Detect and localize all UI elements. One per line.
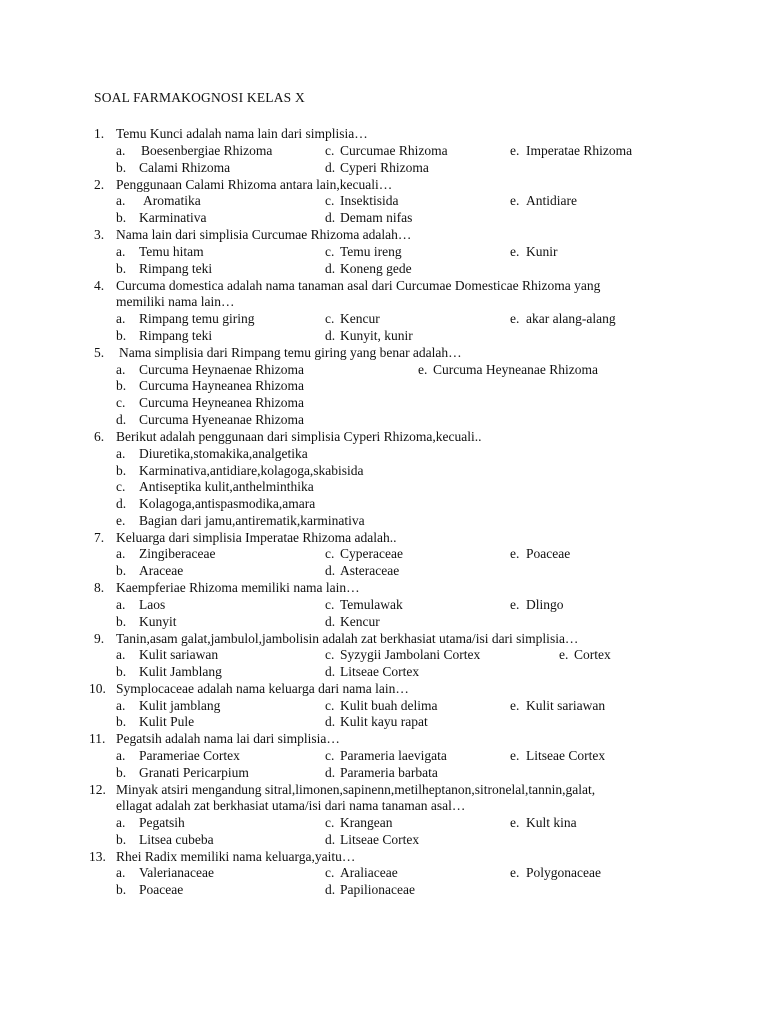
option-letter: a. — [116, 311, 126, 326]
option-text: d. — [325, 714, 336, 729]
option-text: e. — [418, 362, 428, 377]
option-text: Temu ireng — [340, 244, 402, 259]
option-text: Kencur — [340, 614, 380, 629]
option-text: e. — [559, 647, 569, 662]
option-text: Asteraceae — [340, 563, 400, 578]
option-letter: b. — [116, 378, 127, 393]
option-text: Litsea cubeba — [139, 832, 214, 847]
option-text: Parameriae Cortex — [139, 748, 240, 763]
option-text: c. — [325, 546, 335, 561]
option-text: Cyperi Rhizoma — [340, 160, 429, 175]
option-text: Poaceae — [139, 882, 184, 897]
option-text: d. — [325, 261, 336, 276]
option-text: d. — [325, 210, 336, 225]
option-text: e. — [510, 193, 520, 208]
option-text: Zingiberaceae — [139, 546, 216, 561]
option-text: Curcuma Heynaenae Rhizoma — [139, 362, 304, 377]
option-text: Insektisida — [340, 193, 399, 208]
question-number: 3. — [94, 227, 105, 242]
option-letter: a. — [116, 446, 126, 461]
question-number: 5. — [94, 345, 105, 360]
option-text: Kulit Jamblang — [139, 664, 222, 679]
option-text: Kulit sariawan — [139, 647, 219, 662]
option-text: e. — [510, 597, 520, 612]
option-text: Rimpang temu giring — [139, 311, 255, 326]
option-text: d. — [325, 765, 336, 780]
option-text: e. — [510, 698, 520, 713]
option-text: d. — [325, 563, 336, 578]
option-letter: a. — [116, 597, 126, 612]
option-text: Dlingo — [526, 597, 564, 612]
question-number: 13. — [89, 849, 106, 864]
option-text: Antiseptika kulit,anthelminthika — [139, 479, 314, 494]
option-text: c. — [325, 865, 335, 880]
option-text: c. — [325, 143, 335, 158]
question-number: 12. — [89, 782, 106, 797]
option-letter: a. — [116, 362, 126, 377]
option-text: Kencur — [340, 311, 380, 326]
option-letter: b. — [116, 463, 127, 478]
option-letter: a. — [116, 815, 126, 830]
option-text: Kolagoga,antispasmodika,amara — [139, 496, 316, 511]
option-text: Curcuma Hayneanea Rhizoma — [139, 378, 304, 393]
option-letter: b. — [116, 882, 127, 897]
option-letter: a. — [116, 865, 126, 880]
option-text: Litseae Cortex — [526, 748, 606, 763]
question-number: 2. — [94, 177, 105, 192]
option-letter: a. — [116, 143, 126, 158]
option-text: Cortex — [574, 647, 611, 662]
option-letter: b. — [116, 832, 127, 847]
option-text: Kult kina — [526, 815, 577, 830]
option-text: Cyperaceae — [340, 546, 403, 561]
question-text: Rhei Radix memiliki nama keluarga,yaitu… — [116, 849, 356, 864]
option-text: c. — [325, 698, 335, 713]
option-text: Kunir — [526, 244, 558, 259]
option-letter: d. — [116, 496, 127, 511]
option-text: Imperatae Rhizoma — [526, 143, 633, 158]
option-letter: a. — [116, 647, 126, 662]
option-text: Valerianaceae — [139, 865, 214, 880]
option-text: Syzygii Jambolani Cortex — [340, 647, 481, 662]
option-text: Araliaceae — [340, 865, 398, 880]
option-text: Kulit Pule — [139, 714, 195, 729]
option-text: Boesenbergiae Rhizoma — [141, 143, 273, 158]
question-text: Minyak atsiri mengandung sitral,limonen,sapinenn,metilheptanon,sitronelal,tannin,galat, — [116, 782, 596, 797]
option-text: e. — [510, 815, 520, 830]
option-letter: c. — [116, 395, 126, 410]
option-letter: c. — [116, 479, 126, 494]
option-text: d. — [325, 160, 336, 175]
option-text: Laos — [139, 597, 166, 612]
option-text: Antidiare — [526, 193, 577, 208]
option-text: Granati Pericarpium — [139, 765, 249, 780]
option-text: Curcuma Heyneanea Rhizoma — [139, 395, 304, 410]
question-number: 4. — [94, 278, 105, 293]
option-text: e. — [510, 244, 520, 259]
question-number: 8. — [94, 580, 105, 595]
option-text: c. — [325, 815, 335, 830]
option-text: e. — [510, 311, 520, 326]
option-text: e. — [510, 143, 520, 158]
option-text: Polygonaceae — [526, 865, 601, 880]
option-text: Litseae Cortex — [340, 664, 420, 679]
option-text: c. — [325, 647, 335, 662]
option-letter: b. — [116, 563, 127, 578]
option-text: Krangean — [340, 815, 393, 830]
option-text: Parameria laevigata — [340, 748, 447, 763]
option-text: Curcuma Hyeneanae Rhizoma — [139, 412, 304, 427]
question-number: 9. — [94, 631, 105, 646]
option-text: Poaceae — [526, 546, 571, 561]
option-letter: b. — [116, 210, 127, 225]
option-letter: b. — [116, 261, 127, 276]
option-letter: e. — [116, 513, 126, 528]
option-text: Kulit sariawan — [526, 698, 606, 713]
option-text: Aromatika — [143, 193, 201, 208]
option-letter: d. — [116, 412, 127, 427]
option-text: Temulawak — [340, 597, 403, 612]
option-text: d. — [325, 664, 336, 679]
option-text: akar alang-alang — [526, 311, 616, 326]
option-text: Calami Rhizoma — [139, 160, 231, 175]
option-letter: b. — [116, 328, 127, 343]
option-text: Rimpang teki — [139, 261, 213, 276]
option-text: Karminativa,antidiare,kolagoga,skabisida — [139, 463, 364, 478]
option-text: Diuretika,stomakika,analgetika — [139, 446, 308, 461]
option-letter: a. — [116, 748, 126, 763]
option-text: c. — [325, 748, 335, 763]
option-text: Kunyit, kunir — [340, 328, 413, 343]
option-text: e. — [510, 748, 520, 763]
option-letter: a. — [116, 244, 126, 259]
option-text: Koneng gede — [340, 261, 412, 276]
option-text: c. — [325, 311, 335, 326]
option-text: Temu hitam — [139, 244, 204, 259]
question-text-continued: ellagat adalah zat berkhasiat utama/isi dari nama tanaman asal… — [116, 798, 466, 813]
option-letter: b. — [116, 765, 127, 780]
option-text: Pegatsih — [139, 815, 185, 830]
question-text: Curcuma domestica adalah nama tanaman asal dari Curcumae Domesticae Rhizoma yang — [116, 278, 601, 293]
question-number: 7. — [94, 530, 105, 545]
option-text: Litseae Cortex — [340, 832, 420, 847]
option-text: Kulit buah delima — [340, 698, 438, 713]
option-text: e. — [510, 865, 520, 880]
option-text: Bagian dari jamu,antirematik,karminativa — [139, 513, 365, 528]
option-text: e. — [510, 546, 520, 561]
option-text: Curcumae Rhizoma — [340, 143, 448, 158]
option-text: d. — [325, 832, 336, 847]
option-text: c. — [325, 193, 335, 208]
option-text: Kunyit — [139, 614, 177, 629]
option-letter: a. — [116, 698, 126, 713]
option-text: Curcuma Heyneanae Rhizoma — [433, 362, 598, 377]
question-number: 1. — [94, 126, 105, 141]
question-text: Nama simplisia dari Rimpang temu giring yang benar adalah… — [119, 345, 462, 360]
option-text: c. — [325, 597, 335, 612]
option-text: Demam nifas — [340, 210, 413, 225]
option-text: c. — [325, 244, 335, 259]
option-text: Kulit jamblang — [139, 698, 221, 713]
option-letter: a. — [116, 193, 126, 208]
option-text: d. — [325, 328, 336, 343]
option-text: Araceae — [139, 563, 184, 578]
option-letter: b. — [116, 160, 127, 175]
question-text: Penggunaan Calami Rhizoma antara lain,kecuali… — [116, 177, 393, 192]
question-text: Tanin,asam galat,jambulol,jambolisin adalah zat berkhasiat utama/isi dari simplisia… — [116, 631, 579, 646]
question-text: Nama lain dari simplisia Curcumae Rhizoma adalah… — [116, 227, 412, 242]
question-number: 10. — [89, 681, 106, 696]
option-letter: b. — [116, 714, 127, 729]
question-text: Pegatsih adalah nama lai dari simplisia… — [116, 731, 340, 746]
question-text: Berikut adalah penggunaan dari simplisia Cyperi Rhizoma,kecuali.. — [116, 429, 482, 444]
question-text: Keluarga dari simplisia Imperatae Rhizoma adalah.. — [116, 530, 397, 545]
option-text: Rimpang teki — [139, 328, 213, 343]
question-text: Temu Kunci adalah nama lain dari simplisia… — [116, 126, 368, 141]
option-letter: b. — [116, 614, 127, 629]
question-number: 6. — [94, 429, 105, 444]
option-text: Karminativa — [139, 210, 207, 225]
document-title: SOAL FARMAKOGNOSI KELAS X — [94, 90, 305, 105]
question-text: Symplocaceae adalah nama keluarga dari nama lain… — [116, 681, 409, 696]
option-text: d. — [325, 882, 336, 897]
option-letter: b. — [116, 664, 127, 679]
option-text: d. — [325, 614, 336, 629]
question-text: Kaempferiae Rhizoma memiliki nama lain… — [116, 580, 360, 595]
option-text: Parameria barbata — [340, 765, 438, 780]
question-text-continued: memiliki nama lain… — [116, 294, 235, 309]
question-number: 11. — [89, 731, 106, 746]
option-letter: a. — [116, 546, 126, 561]
option-text: Kulit kayu rapat — [340, 714, 428, 729]
option-text: Papilionaceae — [340, 882, 415, 897]
